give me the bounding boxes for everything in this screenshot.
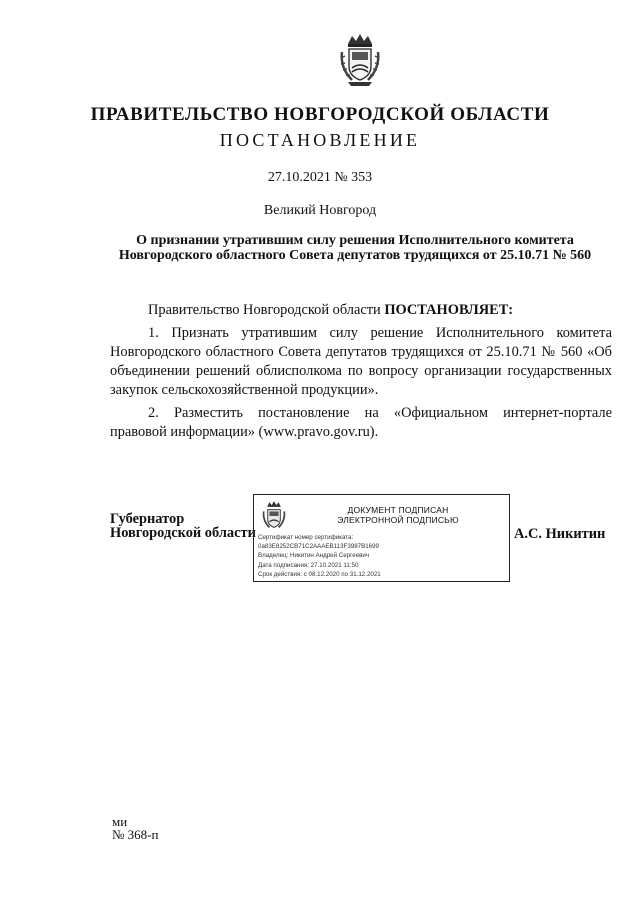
resolution-item-1: 1. Признать утратившим силу решение Исполнительного комитета Новгородского областного Совета депутатов трудящихся от 25.10.71 № 560 «Об объединении решений облисполкома по вопросу организации государственных закупок сельскохозяйственной продукции».: [110, 325, 612, 398]
stamp-coat-of-arms-icon: [261, 500, 287, 532]
stamp-cert-label: Сертификат номер сертификата:: [258, 534, 354, 541]
signer-name: А.С. Никитин: [514, 526, 606, 542]
intro-keyword: ПОСТАНОВЛЯЕТ:: [384, 302, 514, 318]
date-and-number: 27.10.2021 № 353: [267, 170, 373, 185]
signer-position-line-1: Губернатор: [110, 511, 185, 527]
stamp-cert-number: 0a83E8252CB71C2AAAEB113F3987B1699: [258, 543, 379, 551]
stamp-title-line-1: ДОКУМЕНТ ПОДПИСАН: [347, 505, 449, 515]
intro-text: Правительство Новгородской области: [148, 302, 385, 318]
stamp-owner: Владелец: Никитин Андрей Сергеевич: [258, 552, 370, 560]
document-type: ПОСТАНОВЛЕНИЕ: [219, 130, 421, 150]
document-subject: [95, 233, 615, 263]
stamp-title-line-2: ЭЛЕКТРОННОЙ ПОДПИСЬЮ: [337, 515, 459, 525]
stamp-details: [258, 533, 381, 579]
stamp-title: [292, 505, 504, 525]
resolution-intro: [148, 301, 618, 320]
city-name: Великий Новгород: [263, 203, 377, 218]
document-footer: [112, 815, 158, 841]
registration-number: № 368-п: [112, 827, 159, 842]
signer-position: [110, 512, 256, 540]
subject-line-1: О признании утратившим силу решения Исполнительного комитета: [136, 233, 574, 248]
stamp-signed-date: Дата подписания: 27.10.2021 11:50: [258, 561, 359, 569]
coat-of-arms-icon: [338, 32, 382, 88]
electronic-signature-stamp: [253, 494, 510, 582]
stamp-validity: Срок действия: с 08.12.2020 по 31.12.2021: [258, 570, 381, 578]
signer-position-line-2: Новгородской области: [110, 525, 256, 541]
government-title: ПРАВИТЕЛЬСТВО НОВГОРОДСКОЙ ОБЛАСТИ: [90, 104, 550, 125]
executor-initials: ми: [112, 814, 128, 829]
subject-line-2: Новгородского областного Совета депутатов трудящихся от 25.10.71 № 560: [118, 248, 592, 263]
resolution-item-2: 2. Разместить постановление на «Официальном интернет-портале правовой информации» (www.pravo.gov.ru).: [110, 405, 612, 440]
